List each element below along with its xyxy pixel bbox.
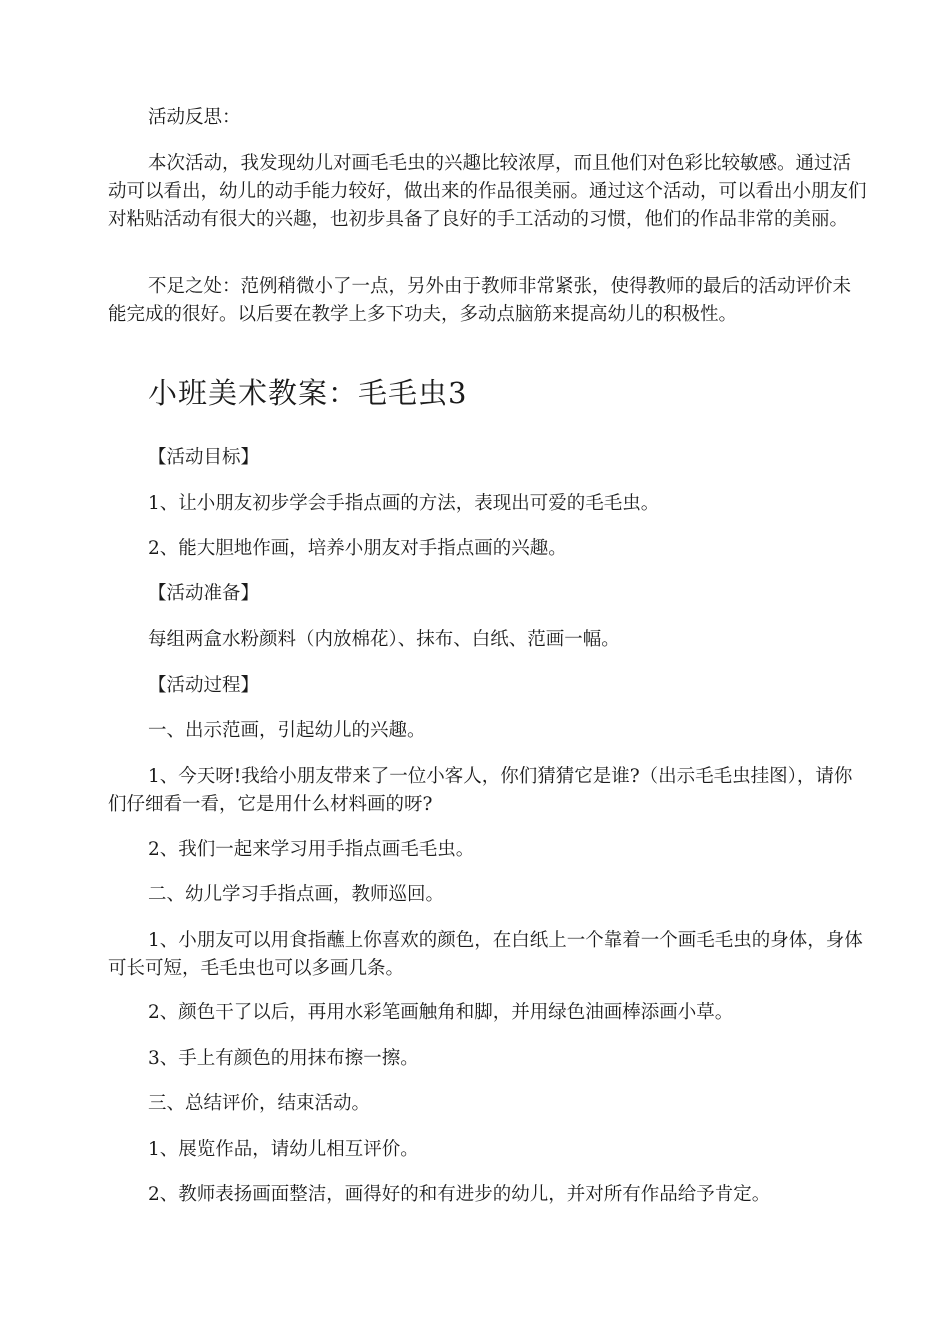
reflection-heading: 活动反思： bbox=[148, 107, 241, 128]
step2-heading: 二、幼儿学习手指点画，教师巡回。 bbox=[148, 884, 445, 905]
reflection-paragraph-2: 不足之处：范例稍微小了一点，另外由于教师非常紧张，使得教师的最后的活动评价未能完成的很好。以后要在教学上多下功夫，多动点脑筋来提高幼儿的积极性。 bbox=[108, 276, 852, 325]
process-heading: 【活动过程】 bbox=[148, 675, 260, 696]
step1-heading: 一、出示范画，引起幼儿的兴趣。 bbox=[148, 720, 426, 741]
step3-heading: 三、总结评价，结束活动。 bbox=[148, 1093, 371, 1114]
step1-item-1: 1、今天呀!我给小朋友带来了一位小客人，你们猜猜它是谁?（出示毛毛虫挂图），请你们仔细看一看，它是用什么材料画的呀? bbox=[108, 766, 853, 815]
step2-item-3: 3、手上有颜色的用抹布擦一擦。 bbox=[148, 1048, 419, 1069]
step2-item-1: 1、小朋友可以用食指蘸上你喜欢的颜色，在白纸上一个靠着一个画毛毛虫的身体，身体可长可短，毛毛虫也可以多画几条。 bbox=[108, 930, 863, 979]
step2-item-2: 2、颜色干了以后，再用水彩笔画触角和脚，并用绿色油画棒添画小草。 bbox=[148, 1002, 734, 1023]
reflection-paragraph-1: 本次活动，我发现幼儿对画毛毛虫的兴趣比较浓厚，而且他们对色彩比较敏感。通过活动可以看出，幼儿的动手能力较好，做出来的作品很美丽。通过这个活动，可以看出小朋友们对粘贴活动有很大的兴趣，也初步具备了良好的手工活动的习惯，他们的作品非常的美丽。 bbox=[108, 153, 867, 230]
step1-item-2: 2、我们一起来学习用手指点画毛毛虫。 bbox=[148, 839, 475, 860]
goal-heading: 【活动目标】 bbox=[148, 447, 260, 468]
lesson-title: 小班美术教案：毛毛虫3 bbox=[148, 376, 468, 410]
prep-text: 每组两盒水粉颜料（内放棉花）、抹布、白纸、范画一幅。 bbox=[148, 629, 620, 650]
prep-heading: 【活动准备】 bbox=[148, 583, 260, 604]
step3-item-1: 1、展览作品，请幼儿相互评价。 bbox=[148, 1139, 419, 1160]
goal-item-1: 1、让小朋友初步学会手指点画的方法，表现出可爱的毛毛虫。 bbox=[148, 493, 660, 514]
step3-item-2: 2、教师表扬画面整洁，画得好的和有进步的幼儿，并对所有作品给予肯定。 bbox=[148, 1184, 771, 1205]
goal-item-2: 2、能大胆地作画，培养小朋友对手指点画的兴趣。 bbox=[148, 538, 567, 559]
